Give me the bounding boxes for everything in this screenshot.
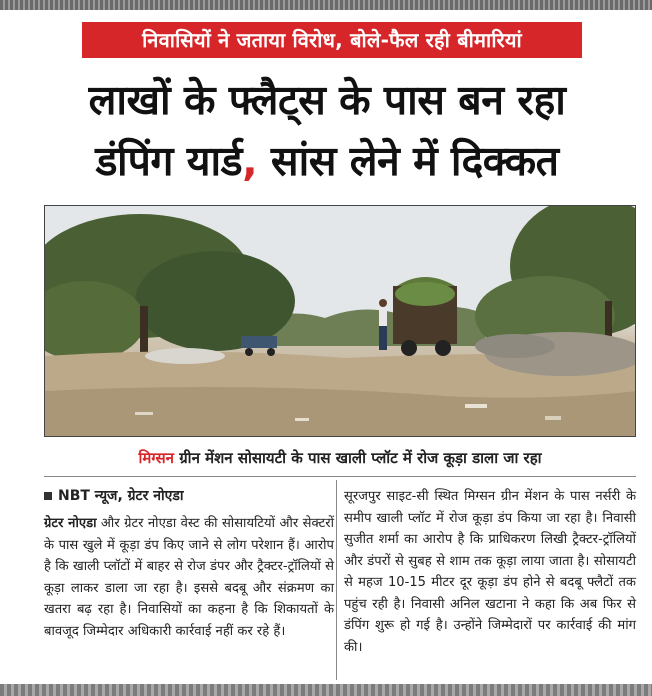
caption-text: ग्रीन मेंशन सोसायटी के पास खाली प्लॉट में रोज कूड़ा डाला जा रहा <box>174 449 542 467</box>
column-divider <box>336 480 337 680</box>
byline-text: NBT न्यूज, ग्रेटर नोएडा <box>58 488 184 504</box>
kicker-banner: निवासियों ने जताया विरोध, बोले-फैल रही बीमारियां <box>82 22 582 58</box>
article-paragraph-right: सूरजपुर साइट-सी स्थित मिग्सन ग्रीन मेंशन के पास नर्सरी के समीप खाली प्लॉट में रोज कूड़ा डंप किया जा रहा है। निवासी सुजीत शर्मा का आरोप है कि प्राधिकरण लिखी ट्रैक्टर-ट्रॉलियों और डंपरों से सुबह से शाम तक कूड़ा लाया जाता है। सोसायटी से महज 10-15 मीटर दूर कूड़ा डंप होने से बदबू फ्लैटों तक पहुंच रही है। निवासी अनिल खटाना ने कहा कि अब फिर से डंपिंग शुरू हो गई है। उन्होंने जिम्मेदारों पर कार्रवाई की मांग की। <box>344 489 636 655</box>
headline-line-2-part-2: सांस लेने में दिक्कत <box>257 137 559 185</box>
article-column-left <box>44 486 334 642</box>
photo-caption <box>44 446 636 470</box>
article-paragraph-left <box>44 513 334 642</box>
bottom-border-strip <box>0 684 652 696</box>
article-lead-place: ग्रेटर नोएडा <box>44 516 97 531</box>
article-column-right <box>344 486 636 658</box>
headline-line-2 <box>20 131 634 192</box>
headline-line-2-part-1: डंपिंग यार्ड <box>95 137 243 185</box>
byline-square-icon <box>44 492 52 500</box>
caption-divider <box>44 476 636 477</box>
byline <box>44 486 334 506</box>
article-text-left: और ग्रेटर नोएडा वेस्ट की सोसायटियों और सेक्टरों के पास खुले में कूड़ा डंप किए जाने से लोग परेशान हैं। आरोप है कि खाली प्लॉटों में बाहर से रोज डंपर और ट्रैक्टर-ट्रॉलियों से कूड़ा लाकर डाला जा रहा है। इससे बदबू और संक्रमण का खतरा बढ़ रहा है। निवासियों का कहना है कि शिकायतों के बावजूद जिम्मेदार अधिकारी कार्रवाई नहीं कर रहे हैं। <box>44 516 334 639</box>
caption-highlight: मिग्सन <box>138 449 174 467</box>
news-photo <box>44 205 636 437</box>
dumping-site-illustration <box>45 206 636 437</box>
headline-line-1: लाखों के फ्लैट्स के पास बन रहा <box>88 76 566 124</box>
headline-red-comma: , <box>242 137 258 185</box>
headline <box>20 70 634 192</box>
top-border-strip <box>0 0 652 10</box>
